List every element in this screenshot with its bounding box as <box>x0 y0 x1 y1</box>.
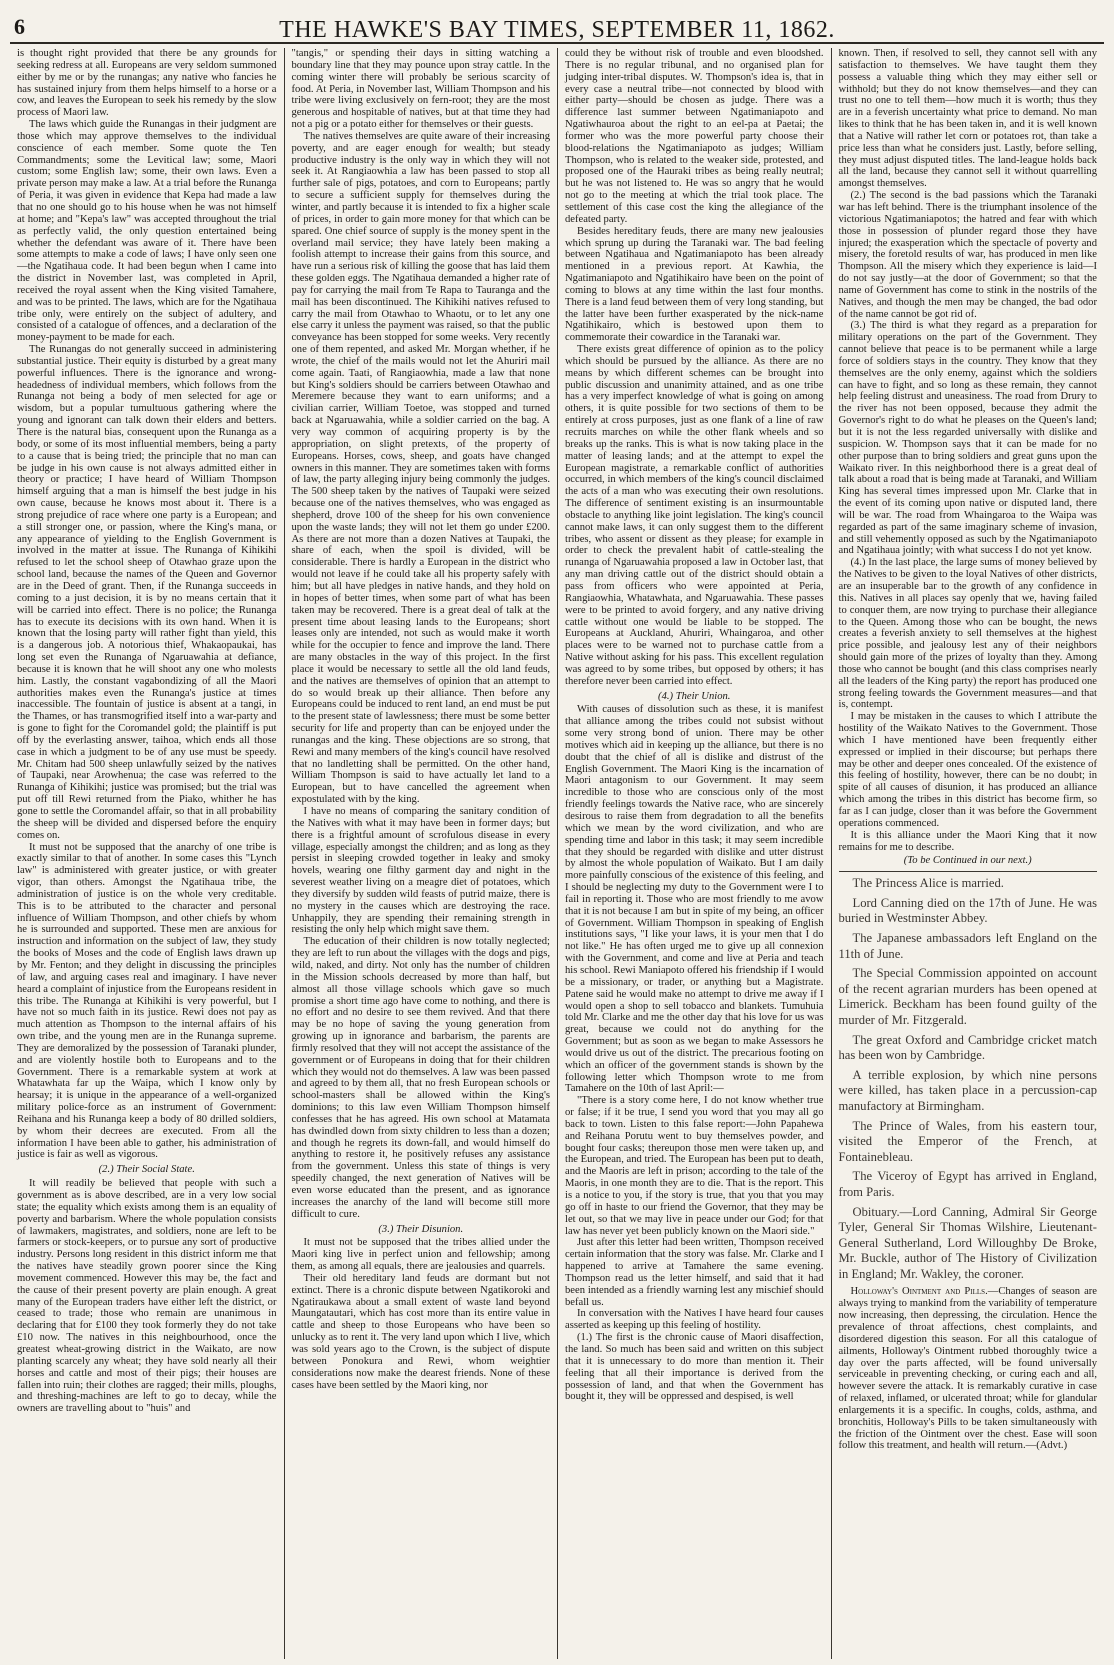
news-item: A terrible explosion, by which nine persons were killed, has taken place in a percussion-cap manufactory at Birmingham. <box>838 1067 1097 1113</box>
paragraph: Their old hereditary land feuds are dormant but not extinct. There is a chronic dispute between Ngatikoroki and Ngatiraukawa about a small extent of waste land beyond Maungatautari, which has cost more than its entire value in cattle and sheep to those Europeans who have been so unlucky as to rent it. The very land upon which I live, which was sold years ago to the Crown, is the subject of dispute between Ponokura and Rewi, whom weightier considerations now make the dearest friends. None of these cases have been settled by the Maori king, nor <box>291 1272 550 1391</box>
news-item: The Japanese ambassadors left England on the 11th of June. <box>838 931 1097 961</box>
news-item: The great Oxford and Cambridge cricket match has been won by Cambridge. <box>838 1032 1097 1063</box>
paragraph: Besides hereditary feuds, there are many new jealousies which sprung up during the Taranaki war. The bad feeling between Ngatihaua and Ngatimaniapoto has been already mentioned in a previous report. At Kawhia, the Ngatimaniapoto and Ngatihikairo have been on the point of coming to blows at any time within the last four months. There is a land feud between them of very long standing, but the latter have been further exasperated by the nick-name Ngatihikairo, which is bestowed upon them to commemorate their cowardice in the Taranaki war. <box>565 225 824 344</box>
column-1 <box>10 48 284 1659</box>
paragraph: "There is a story come here, I do not know whether true or false; if it be true, I send you word that you may all go back to town. Listen to this false report:—John Papahewa and Reihana Porutu went to buy themselves powder, and bought four casks; thereupon those men were taken up, and the European, and tried. The European has been put to death, and the Maoris are left in prison; according to the tale of the Maoris, in one month they are to die. That is the report. This is a notice to you, if the story is true, that you that you may go off in haste to our friend the Governor, that they may be let out, so that we may live in peace under our God; for that law has never yet been publicly known on the Maori side." <box>565 1095 824 1237</box>
news-item: The Viceroy of Egypt has arrived in England, from Paris. <box>838 1169 1097 1199</box>
advertisement-heading: Holloway's Ointment and Pills. <box>850 1286 988 1298</box>
paragraph: known. Then, if resolved to sell, they cannot sell with any satisfaction to themselves. We have taught them they possess a valuable thing which they may either sell or withhold; but they do not know themselves—and they can trust no one to tell them—how much it is worth; thus they are in a feverish uncertainty what price to demand. No man likes to think that he has been taken in, and it is well known that a Native will rather let corn or potatoes rot, than take a price less than what he considers just. Lastly, before selling, they must adjust disputed titles. The land-league holds back all the land, because they cannot sell it without quarrelling amongst themselves. <box>838 48 1097 190</box>
paragraph: In conversation with the Natives I have heard four causes asserted as keeping up this feeling of hostility. <box>565 1308 824 1332</box>
paragraph: (3.) The third is what they regard as a preparation for military operations on the part of the Government. They cannot believe that peace is to be permanent while a large force of soldiers stays in the country. They know that they themselves are the only enemy, against which the soldiers can have to fight, and so long as these remain, they cannot help feeling distrust and uneasiness. The road from Drury to the river has not been opposed, because they admit the Governor's right to do what he pleases on the Queen's land; but it is not the less regarded universally with dislike and suspicion. W. Thompson says that it can be made for no other purpose than to bring soldiers and great guns upon the Waikato river. In this neighborhood there is a great deal of talk about a road that is being made at Taranaki, and William King has several times impressed upon Mr. Clarke that in the event of its coming upon native or disputed land, there will be war. The road from Whaingaroa to the Waipa was regarded as part of the same imaginary scheme of invasion, and still vehemently opposed as such by the Ngatimaniapoto and Ngatihaua jointly; with what success I do not yet know. <box>838 320 1097 557</box>
paragraph: Just after this letter had been written, Thompson received certain information that the story was false. Mr. Clarke and I happened to arrive at Tamahere the same evening. Thompson read us the letter himself, and said that it had been intended as a friendly warning lest any mischief should befall us. <box>565 1237 824 1308</box>
paragraph: (1.) The first is the chronic cause of Maori disaffection, the land. So much has been said and written on this subject that it is unnecessary to do more than mention it. Their feeling that all their importance is derived from the possession of land, and that when the Government has bought it, they will be oppressed and despised, is well <box>565 1332 824 1403</box>
news-item: The Princess Alice is married. <box>852 876 1004 891</box>
paragraph: There exists great difference of opinion as to the policy which should be pursued by the alliance. As there are no means by which different schemes can be brought into public discussion and unanimity attained, and as one tribe has a very imperfect knowledge of what is going on among others, it is quite possible for two sections of them to be entirely at cross purposes, just as one flank of a line of raw recruits marches on while the other flank wheels and so breaks up the ranks. This is what is now taking place in the matter of leasing lands; and at the attempt to expel the European magistrate, a remarkable conflict of authorities occurred, in which members of the king's council disclaimed the acts of a man who was executing their own resolutions. The difference of sentiment existing is an insurmountable obstacle to anything like joint legislation. The king's council cannot make laws, it can only suggest them to the different tribes, who assent or dissent as they please; for example in order to check the prevalent habit of cattle-stealing the runanga of Ngaruawahia proposed a law in October last, that any man driving cattle out of the district should obtain a pass from officers who were appointed at Peria, Rangiaowhia, Whatawhata, and Ngaruawahia. These passes were to be printed to avoid forgery, and any native driving cattle without one would be liable to be stopped. The Europeans at Auckland, Ahuriri, Whaingaroa, and other places were to be warned not to purchase cattle from a Native without asking for his pass. This excellent regulation was agreed to by some tribes, but opposed by others; it has therefore never been carried into effect. <box>565 344 824 687</box>
paragraph: It must not be supposed that the anarchy of one tribe is exactly similar to that of another. In some cases this "Lynch law" is administered with greater justice, or with greater vigor, than others. Amongst the Ngatihaua tribe, the administration of justice is on the whole very creditable. This is to be attributed to the character and personal influence of William Thompson, and other chiefs by whom he is surrounded and supported. These men are anxious for instruction and information on the subject of law, they study the books of Moses and the code of English laws drawn up by Mr. Fenton; and they delight in discussing the principles of law, and arguing cases real and imaginary. I have never heard a complaint of injustice from the Europeans resident in this tribe. The Runanga at Kihikihi is very powerful, but I have not so much faith in its justice. Rewi does not pay as much attention as Thompson to the internal affairs of his own tribe, and the young men are in the Runanga supreme. They are demoralized by the possession of Taranaki plunder, and are violently hostile both to Europeans and to the Government. There is a remarkable system at work at Whatawhata far up the Waipa, which I know only by hearsay; it is unique in the appearance of a well-organized military police-force as an instrument of Government: Reihana and his Runanga keep a body of 80 drilled soldiers, by whom their decrees are executed. From all the information I have been able to gather, his administration of justice is fair as well as vigorous. <box>17 841 277 1161</box>
section-heading-disunion: (3.) Their Disunion. <box>378 1223 464 1235</box>
paragraph: The natives themselves are quite aware of their increasing poverty, and are eager enough for wealth; but steady productive industry is the only way in which they will not seek it. At Rangiaowhia a law has been passed to stop all further sale of pigs, potatoes, and corn to Europeans; partly to secure a sufficient supply for themselves during the winter, and partly because it is intended to fix a higher scale of prices, in order to gain more money for that which can be spared. One chief source of supply is the money spent in the overland mail service; they have lately been making a foolish attempt to increase their gains from this source, and have run a serious risk of killing the goose that has laid them these golden eggs. The Ngatihaua demanded a higher rate of pay for carrying the mail from Te Rapa to Tauranga and the mail has been discontinued. The Kihikihi natives refused to carry the mail from Otawhao to Whaotu, or to let any one else carry it unless the payment was raised, so that the public conveyance has been stopped for some weeks. Very recently one of them repented, and asked Mr. Morgan whether, if he wrote, the chief of the mails would not let the Ahuriri mail come again. Taati, of Rangiaowhia, made a law that none but King's soldiers should be carriers between Otawhao and Meremere because they want to earn uniforms; and a civilian carrier, William Toetoe, was stopped and turned back at Ngaruawahia, while a soldier carried on the bag. A very way common of acquiring property is by the appropriation, on slight pretexts, of the property of Europeans. Horses, cows, sheep, and goats have changed owners in this manner. They are sometimes taken with forms of law, the party alleging injury being commonly the judges. The 500 sheep taken by the natives of Taupaki were seized because one of the natives themselves, who was engaged as shepherd, drove 100 of the sheep for his own convenience upon the waste lands; they will not let them go under £200. As there are not more than a dozen Natives at Taupaki, the share of each, when the spoil is divided, will be considerable. There is hardly a European in the district who would not leave if he could take all his property safely with him; but all have pledges in native hands, and they hold on in hopes of better times, when some part of what has been taken may be recovered. There is a great deal of talk at the present time about leasing lands to the Europeans; short leases only are intended, not such as would make it worth while for the occupier to fence and improve the land. There are many obstacles in the way of this project. In the first place it would be necessary to settle all the old land feuds, and the natives are themselves of opinion that an attempt to do so would break up their alliance. Then before any Europeans could be induced to rent land, an end must be put to the present state of lawlessness; there must be some better security for life and property than can be enjoyed under the runangas and the king. These objections are so strong, that Rewi and many members of the king's council have resolved that no landletting shall be permitted. On the other hand, William Thompson is said to have actually let land to a European, but to have cancelled the agreement when expostulated with by the king. <box>291 130 550 806</box>
paragraph: could they be without risk of trouble and even bloodshed. There is no regular tribunal, and no organised plan for judging inter-tribal disputes. W. Thompson's idea is, that in every case a neutral tribe—not connected by blood with either party—should be chosen as judge. There was a difference last summer between Ngatimaniapoto and Ngatiwhauroa about the right to an eel-pa at Paetai; the former who was the more powerful party choose their blood-relations the Ngatimaniapoto as judges; William Thompson, who is related to the weaker side, protested, and proposed one of the Hauraki tribes as being really neutral; but he was not listened to. He was so angry that he would not go to the meeting at which the trial took place. The settlement of this case cost the king the allegiance of the defeated party. <box>565 48 824 225</box>
page-number: 6 <box>14 14 25 39</box>
paragraph: I have no means of comparing the sanitary condition of the Natives with what it may have been in former days; but there is a frightful amount of scrofulous disease in every village, especially amongst the children; and as long as they persist in sleeping crowded together in leaky and smoky hovels, wearing one filthy garment day and night in the severest weather living on a meagre diet of potatoes, which they diversify by sudden wild feasts of putrid maize, there is no mystery in the causes which are destroying the race. Unhappily, they are spending their remaining strength in resisting the only help which might save them. <box>291 806 550 936</box>
paragraph: It will readily be believed that people with such a government as is above described, are in a very low social state; the equality which exists among them is an equality of poverty and barbarism. Where the whole population consists of lawmakers, magistrates, and soldiers, none are left to be farmers or stock-keepers, or to pursue any sort of productive industry. Persons long resident in this district inform me that the natives have steadily grown poorer since the King movement commenced. However this may be, the fact and the cause of their present poverty are plain enough. A great many of the European traders have either left the district, or ceased to trade; those who remain are unanimous in declaring that for £100 they took formerly they do not take £10 now. The natives in this neighbourhood, once the greatest wheat-growing district in the Waikato, are now planting scarcely any wheat; they have sold nearly all their horses and cattle and most of their pigs; their houses are fallen into ruin; their clothes are ragged; their mills, ploughs, and threshing-machines are left to go to decay, while the owners are travelling about to "huis" and <box>17 1178 277 1415</box>
news-item: The Special Commission appointed on account of the recent agrarian murders has been opened at Limerick. Beckham has been found guilty of the murder of Mr. Fitzgerald. <box>838 966 1097 1027</box>
masthead <box>14 6 1100 42</box>
paragraph: The education of their children is now totally neglected; they are left to run about the villages with the dogs and pigs, wild, naked, and dirty. Not only has the number of children in the Mission schools decreased by more than half, but almost all those village schools which gave so much promise a short time ago have come to nothing, and there is no effort and no desire to see them revived. And that there may be no hope of saving the young generation from growing up in ignorance and barbarism, the parents are firmly resolved that they will not accept the assistance of the government or of Europeans in doing that for their children which they would not do themselves. A law was been passed and agreed to by them all, that no fresh European schools or school-masters shall be allowed within the King's dominions; to this law even William Thompson himself confesses that he has agreed. His own school at Matamata has dwindled down from sixty children to less than a dozen; and though he regrets its down-fall, and would himself do anything to restore it, he positively refuses any assistance from the government. Unless this state of things is very speedily changed, the next generation of Natives will be even worse educated than the present, and as ignorance increases the anarchy of the land will become still more difficult to cure. <box>291 936 550 1220</box>
paragraph: The laws which guide the Runangas in their judgment are those which may approve themselves to the individual conscience of each member. Some quote the Ten Commandments; some the Levitical law; some, Maori custom; some English law; some, their own laws. Even a private person may make a law. At a trial before the Runanga of Peria, it was given in evidence that Kepa had made a law that no one should go to his house when he was not himself at home; and "Kepa's law" was accepted throughout the trial as perfectly valid, the only question entertained being whether the defendant was aware of it. There have been some attempts to make a code of laws; I have only seen one—the Ngatihaua code. It had been begun when I came into the district in November last, was completed in April, received the royal assent when the King visited Tamahere, and was to be printed. The laws, which are for the Ngatihaua tribe only, were entirely on the subject of adultery, and consisted of a catalogue of offences, and a declaration of the money-payment to be made for each. <box>17 119 277 344</box>
article-columns <box>10 48 1104 1659</box>
masthead-rule <box>10 42 1104 44</box>
news-item: Obituary.—Lord Canning, Admiral Sir George Tyler, General Sir Thomas Wilshire, Lieutenant-General Sutherland, Lord Willoughby De Broke, Mr. Buckle, author of The History of Civilization in England; Mr. Wakley, the coroner. <box>838 1204 1097 1281</box>
news-item: The Prince of Wales, from his eastern tour, visited the Emperor of the French, at Fontainebleau. <box>838 1118 1097 1164</box>
news-briefs <box>839 876 1098 1282</box>
section-heading-social-state: (2.) Their Social State. <box>98 1164 195 1176</box>
news-item: Lord Canning died on the 17th of June. He was buried in Westminster Abbey. <box>838 895 1097 926</box>
paragraph: It must not be supposed that the tribes allied under the Maori king live in perfect union and fellowship; among them, as among all equals, there are jealousies and quarrels. <box>291 1237 550 1273</box>
paragraph: is thought right provided that there be any grounds for seeking redress at all. Europeans are very seldom summoned either by me or by the runangas; any native who fancies he has sustained injury from them helps himself to a horse or a cow, and leaves the European to seek his remedy by the slow process of Maori law. <box>17 48 277 119</box>
section-heading-union: (4.) Their Union. <box>658 690 731 702</box>
newspaper-title: THE HAWKE'S BAY TIMES, SEPTEMBER 11, 1862. <box>279 17 835 43</box>
column-4 <box>831 48 1105 1659</box>
paragraph: I may be mistaken in the causes to which I attribute the hostility of the Waikato Natives to the Government. Those which I have mentioned have been frequently either expressed or implied in their discourse; but perhaps there may be other and deeper ones concealed. Of the existence of this feeling of hostility, however, there can be no doubt; in spite of all causes of disunion, it has produced an alliance which among the tribes in this district has become firm, so far as I can judge, closer than it was before the Government operations commenced. <box>838 711 1097 829</box>
paragraph: The Runangas do not generally succeed in administering substantial justice. Their equity is disturbed by a great many powerful influences. There is the ignorance and wrong-headedness of individual members, which follows from the Runanga not being a body of men selected for age or wisdom, but a popular tumultuous gathering where the young and ignorant can talk down their elders and betters. There is the natural bias, consequent upon the Runanga as a body, or some of its most influential members, being a party to a cause that is being tried; the principle that no man can be judge in his own cause is not always admitted either in theory or practice; I have heard of William Thompson himself arguing that a man is himself the best judge in his own cause, because he knows most about it. There is a strong prejudice of race where one party is a European; and a still stronger one, or passion, where the King's mana, or any appearance of yielding to the English Government is involved in the matter at issue. The Runanga of Kihikihi refused to let the school sheep of Otawhao graze upon the school land, because the names of the Queen and Governor are in the Deed of grant. Then, if the Runanga succeeds in coming to a just decision, it is by no means certain that it will be carried into effect. There is no police; the Runanga has to execute its decisions with its own hand. When it is known that the losing party will rather fight than yield, this is a dangerous job. A notorious thief, Whakaopaukai, has long set even the Runanga of Ngaruawahia at defiance, because it is known that he will shoot any one who molests him. Lastly, the constant vagabondizing of all the Maori authorities makes even the Runanga's justice at times inaccessible. The fountain of justice is absent at a tangi, in the Thames, or has transmogrified itself into a war-party and is gone to fight for the Coromandel gold; the plaintiff is put off by the everlasting answer, taihoa, which ends all those case in which a judgment to be of any use must be speedy. Mr. Chitam had 500 sheep unlawfully seized by the natives of Taupaki, near Arowhenua; the case was referred to the Runanga of Kihikihi; justice was promised; but the trial was put off till Rewi returned from the Piako, whither he has gone to settle the Coromandel affair, so that in all probability the sheep will be divided and dispersed before the enquiry comes on. <box>17 344 277 841</box>
paragraph: "tangis," or spending their days in sitting watching a boundary line that they may pounce upon stray cattle. In the coming winter there will probably be serious scarcity of food. At Peria, in November last, William Thompson and his tribe were living exclusively on fern-root; they are the most generous and hospitable of natives, but at that time they had not a pig or a potato either for themselves or their guests. <box>291 48 550 131</box>
column-divider <box>839 871 1098 872</box>
advertisement-body: —Changes of season are always trying to mankind from the variability of temperature now increasing, then depressing, the circulation. Hence the prevalence of throat affections, chest complaints, and disordered digestion this season. For all this catalogue of ailments, Holloway's Ointment rubbed thoroughly twice a day over the parts affected, will be found universally serviceable in preventing checking, or curing each and all, however severe the attack. It is remarkably curative in case of relaxed, inflamed, or ulcerated throat; while for glandular enlargements it is a specific. In coughs, colds, asthma, and bronchitis, Holloway's Pills to be taken simultaneously with the friction of the Ointment over the chest. Ease will soon follow this treatment, and health will return.—(Advt.) <box>838 1286 1097 1452</box>
paragraph: With causes of dissolution such as these, it is manifest that alliance among the tribes could not subsist without some very strong bond of union. There may be other motives which aid in keeping up the alliance, but there is no doubt that the chief of all is dislike and distrust of the English Government. The Maori King is the incarnation of Maori antagonism to our Government. It may seem incredible to those who are conscious only of the most friendly feelings towards the Native race, who are sincerely desirous to raise them from degradation to all the benefits which we mean by the word civilization, and who are spending time and labor in this task; it may seem incredible that they should be regarded with dislike and utter distrust by almost the whole population of Waikato. But I am daily more painfully conscious of the existence of this feeling, and I should be neglecting my duty to the Government were I to fail in reporting it. Those who are most friendly to me avow that it is not because I am but in spite of my being, an officer of Government. William Thompson in speaking of English institutions says, "I like your laws, it is your men that I do not like." He has often urged me to give up all connexion with the Government, and come and live at Peria and teach his school. Rewi Maniapoto offered his friendship if I would be a missionary, or trader, or anything but a Magistrate. Patene said he would make no attempt to drive me away if I would open a shop to sell tobacco and blankets. Tumuhuia told Mr. Clarke and me the other day that his love for us was great, because we could not do anything for the Government; but as soon as we began to make Assessors he would drive us out of the district. The precarious footing on which an officer of the government stands is shown by the following letter which Thompson wrote to me from Tamahere on the 10th of last April:— <box>565 704 824 1095</box>
column-2 <box>284 48 558 1659</box>
paragraph: It is this alliance under the Maori King that it now remains for me to describe. <box>838 829 1097 853</box>
advertisement <box>839 1286 1098 1452</box>
column-3 <box>557 48 831 1659</box>
paragraph: (4.) In the last place, the large sums of money believed by the Natives to be given to the loyal Natives of other districts, are an insuperable bar to the growth of any confidence in this. Natives in all places say openly that we, having failed to conquer them, are now trying to purchase their allegiance to the Queen. Among those who can be bought, the news creates a feverish anxiety to sell themselves at the highest price possible, and jealousy lest any of their neighbors should gain more of the prizes of loyalty than they. Among those who cannot be bought (and this class comprises nearly all the leaders of the King party) the report has produced one strong feeling towards the Government measures—and that is, contempt. <box>838 557 1097 711</box>
paragraph: (2.) The second is the bad passions which the Taranaki war has left behind. There is the triumphant insolence of the victorious Ngatimaniapotos; the hatred and fear with which those in possession of plunder regard those they have injured; the exasperation which the spectacle of poverty and misery, the foretold results of war, has produced in men like Thompson. All the misery which they experience is laid—I do not say justly—at the door of Government; so that the name of Government has come to stink in the nostrils of the Natives, and though the men may be changed, the bad odor of the name cannot be got rid of. <box>838 190 1097 320</box>
continued-notice: (To be Continued in our next.) <box>903 855 1032 867</box>
